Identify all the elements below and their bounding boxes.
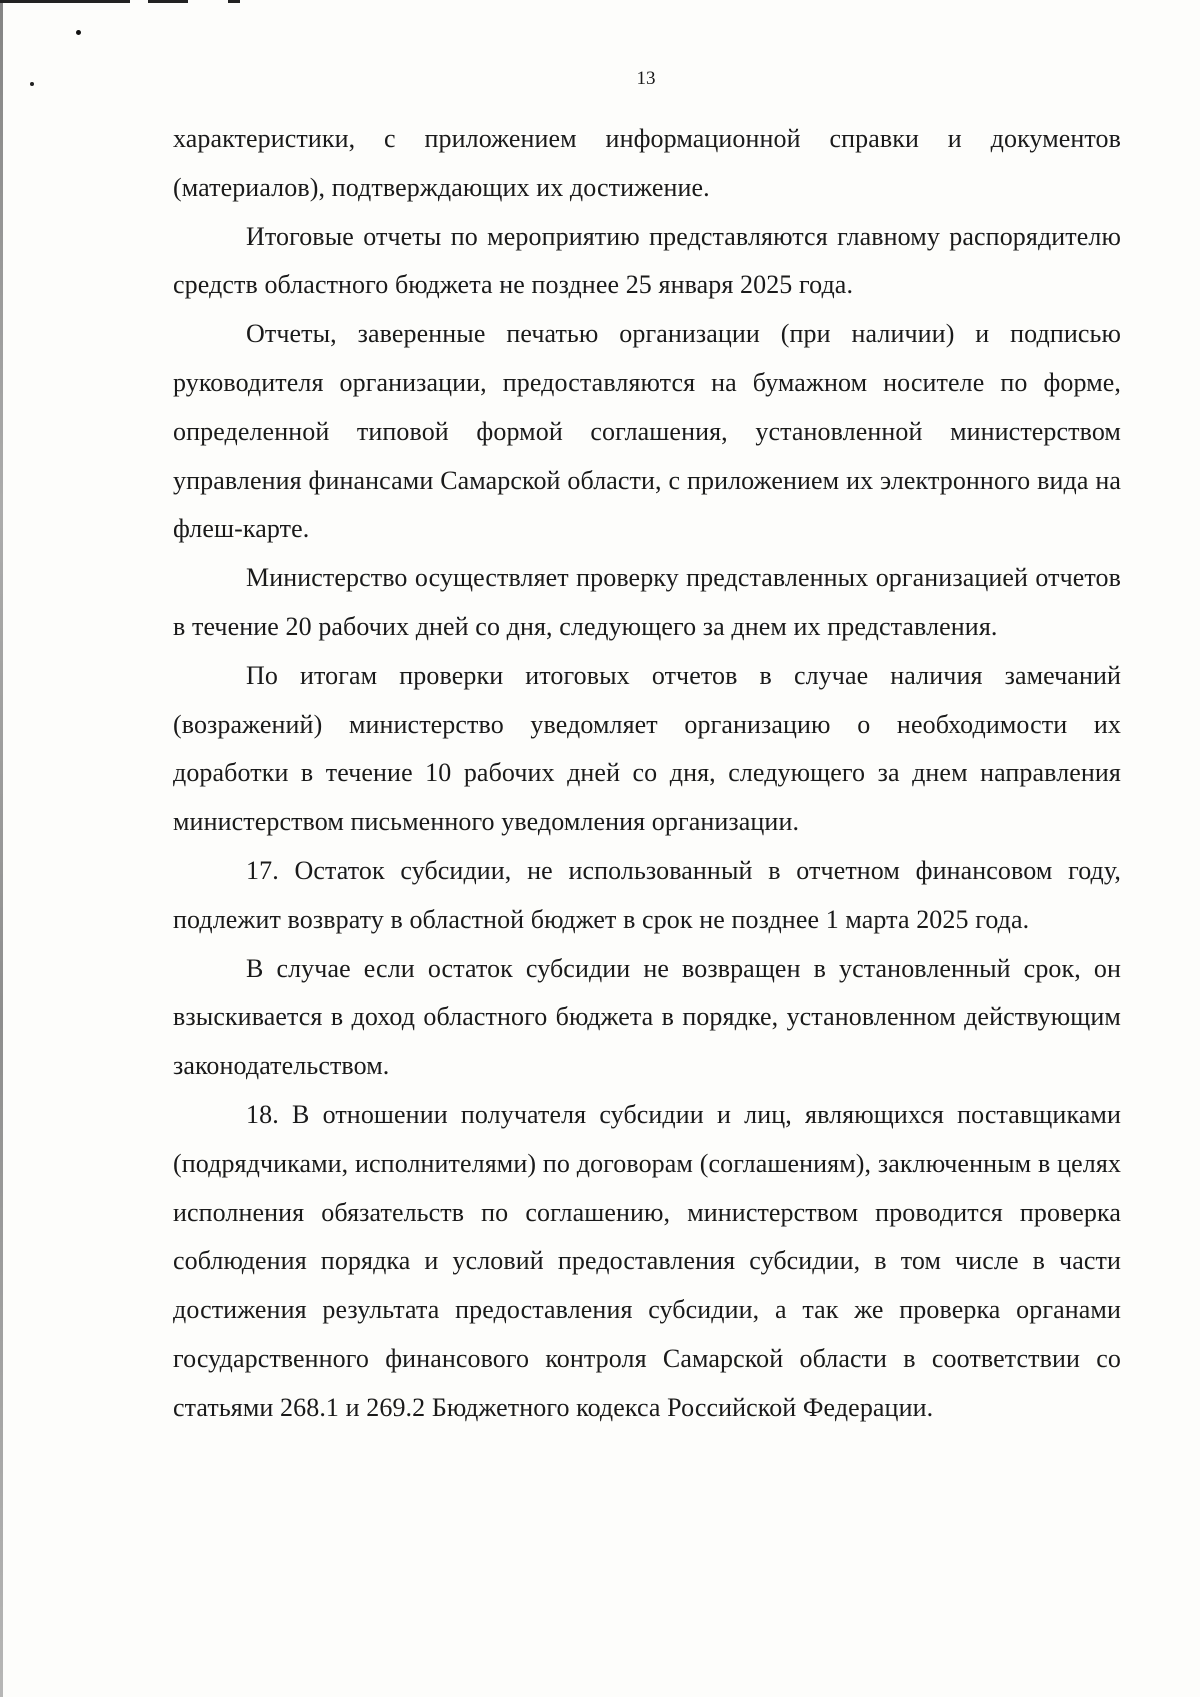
paragraph-final-reports: Итоговые отчеты по мероприятию представляются главному распорядителю средств областного бюджета не позднее 25 января 2025 года. [173,221,1121,300]
paragraph-continuation: характеристики, с приложением информационной справки и документов (материалов), подтверждающих их достижение. [173,124,1121,202]
paragraph-ministry-check: Министерство осуществляет проверку представленных организацией отчетов в течение 20 рабочих дней со дня, следующего за днем их представления. [173,563,1121,641]
scan-edge-shadow [0,0,3,1697]
paragraph-item-18: 18. В отношении получателя субсидии и лиц, являющихся поставщиками (подрядчиками, исполнителями) по договорам (соглашениям), заключенным в целях исполнения обязательств по соглашению, министерством проводится проверка соблюдения порядка и условий предоставления субсидии, в том числе в части достижения результата предоставления субсидии, а так же проверка органами государственного финансового контроля Самарской области в соответствии со статьями 268.1 и 269.2 Бюджетного кодекса Российской Федерации. [173,1099,1121,1422]
scan-mark-top [0,0,130,3]
paragraph-recovery: В случае если остаток субсидии не возвращен в установленный срок, он взыскивается в доход областного бюджета в порядке, установленном действующим законодательством. [173,953,1121,1081]
scan-speck [76,30,81,35]
paragraph-remarks: По итогам проверки итоговых отчетов в случае наличия замечаний (возражений) министерство уведомляет организацию о необходимости их доработки в течение 10 рабочих дней со дня, следующего за днем направления министерством письменного уведомления организации. [173,660,1121,837]
scan-mark-top-3 [228,0,240,3]
page-number: 13 [636,68,656,89]
paragraph-report-format: Отчеты, заверенные печатью организации (при наличии) и подписью руководителя организации, предоставляются на бумажном носителе по форме, определенной типовой формой соглашения, установленной министерством управления финансами Самарской области, с приложением их электронного вида на флеш-карте. [173,319,1121,544]
body-text [173,115,1121,1433]
paragraph-item-17: 17. Остаток субсидии, не использованный в отчетном финансовом году, подлежит возврату в областной бюджет в срок не позднее 1 марта 2025 года. [173,855,1121,934]
scan-mark-top-2 [148,0,188,3]
